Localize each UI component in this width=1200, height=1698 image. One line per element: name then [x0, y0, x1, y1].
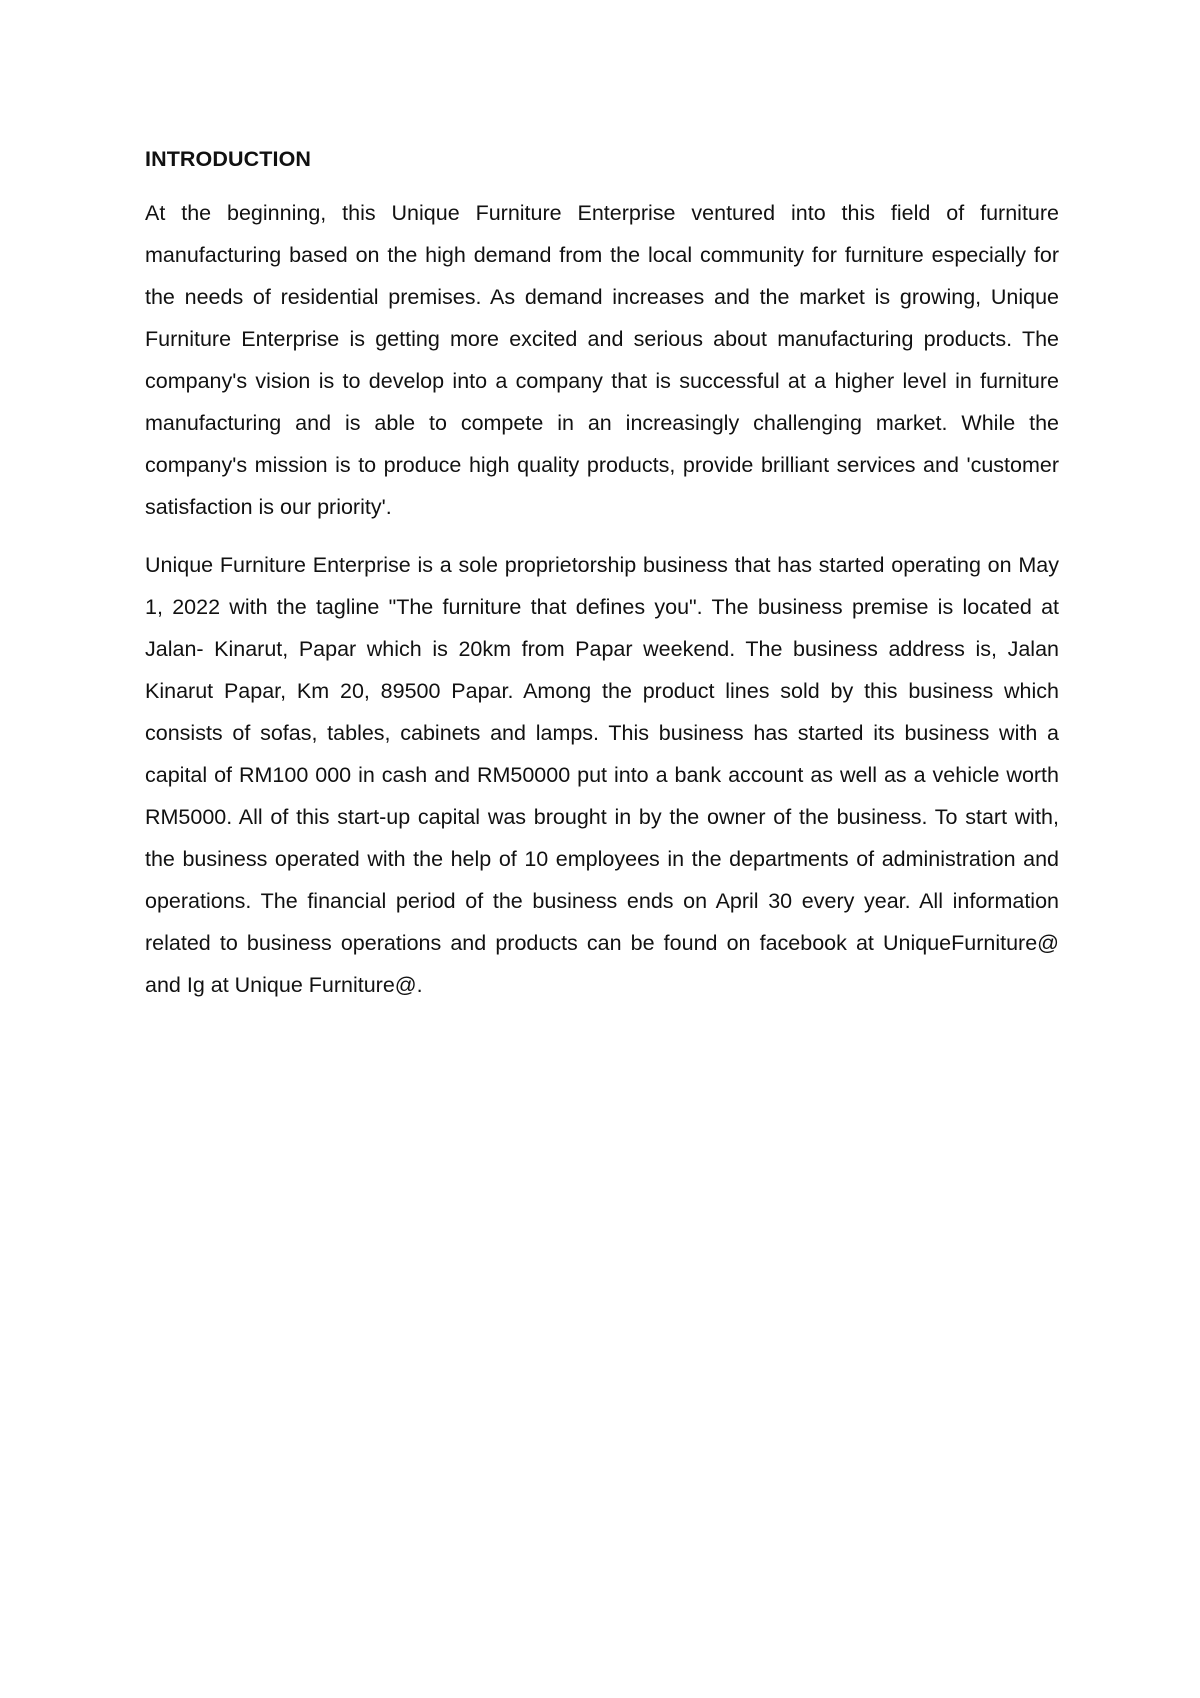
paragraph-business-details: Unique Furniture Enterprise is a sole proprietorship business that has started operating on May 1, 2022 with the tagline "The furniture that defines you". The business premise is located at Jalan- Kinarut, Papar which is 20km from Papar weekend. The business address is, Jalan Kinarut Papar, Km 20, 89500 Papar. Among the product lines sold by this business which consists of sofas, tables, cabinets and lamps. This business has started its business with a capital of RM100 000 in cash and RM50000 put into a bank account as well as a vehicle worth RM5000. All of this start-up capital was brought in by the owner of the business. To start with, the business operated with the help of 10 employees in the departments of administration and operations. The financial period of the business ends on April 30 every year. All information related to business operations and products can be found on facebook at UniqueFurniture@ and Ig at Unique Furniture@.	[145, 553, 1059, 997]
section-heading: INTRODUCTION	[145, 147, 312, 171]
document-body	[145, 138, 1059, 1022]
paragraph-intro-background: At the beginning, this Unique Furniture Enterprise ventured into this field of furniture manufacturing based on the high demand from the local community for furniture especially for the needs of residential premises. As demand increases and the market is growing, Unique Furniture Enterprise is getting more excited and serious about manufacturing products. The company's vision is to develop into a company that is successful at a higher level in furniture manufacturing and is able to compete in an increasingly challenging market. While the company's mission is to produce high quality products, provide brilliant services and 'customer satisfaction is our priority'.	[145, 201, 1059, 519]
